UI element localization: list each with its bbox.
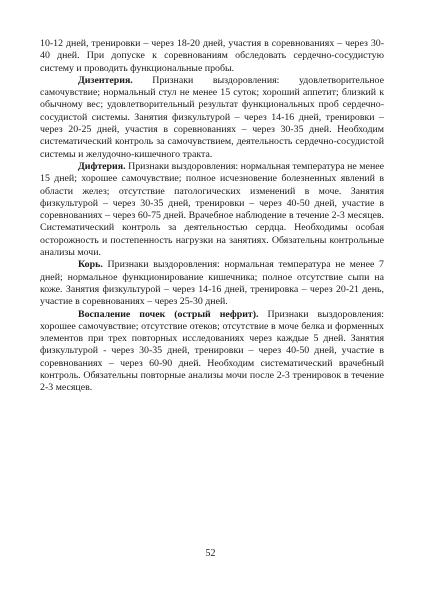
paragraph-nephritis: [40, 309, 384, 395]
paragraph-measles: [40, 259, 384, 308]
section-heading: Корь.: [78, 259, 103, 271]
paragraph-continuation: [40, 38, 384, 75]
paragraph-text: Признаки выздоровления: нормальная температура не менее 7 дней; нормальное функционирование кишечника; полное отсутствие сыпи на коже. Занятия физкультурой – через 14-16 дней, тренировка – через 20-21 день, участие в соревнованиях – через 25-30 дней.: [40, 259, 384, 308]
paragraph-dysentery: [40, 75, 384, 161]
paragraph-text: Признаки выздоровления: удовлетворительное самочувствие; нормальный стул не менее 15 суток; хороший аппетит; близкий к обычному вес; удовлетворительный результат функциональных проб сердечно-сосудистой системы. Занятия физкультурой – через 14-16 дней, тренировки – через 20-25 дней, участия в соревнованиях – через 30-35 дней. Необходим систематический контроль за самочувствием, деятельность сердечно-сосудистой системы и желудочно-кишечного тракта.: [40, 74, 384, 160]
section-heading: Воспаление почек (острый нефрит).: [78, 308, 259, 320]
section-heading: Дизентерия.: [78, 74, 133, 86]
document-page: [40, 38, 384, 395]
paragraph-diphtheria: [40, 161, 384, 259]
paragraph-text: 10-12 дней, тренировки – через 18-20 дней, участия в соревнованиях – через 30-40 дней. При допуске к соревнованиям обследовать сердечно-сосудистую систему и проводить функциональные пробы.: [40, 38, 384, 74]
paragraph-text: Признаки выздоровления: хорошее самочувствие; отсутствие отеков; отсутствие в моче белка и форменных элементов при трех повторных исследованиях через каждые 5 дней. Занятия физкультурой - через 30-35 дней, тренировки – через 40-50 дней, участие в соревнованиях – через 60-90 дней. Необходим систематический врачебный контроль. Обязательны повторные анализы мочи после 2-3 тренировок в течение 2-3 месяцев.: [40, 308, 385, 394]
page-number: 52: [205, 548, 216, 559]
section-heading: Дифтерия.: [78, 160, 126, 172]
paragraph-text: Признаки выздоровления: нормальная температура не менее 15 дней; хорошее самочувствие; полное исчезновение болезненных явлений в области желез; отсутствие патологических изменений в моче. Занятия физкультурой – через 30-35 дней, тренировки – через 40-50 дней, участие в соревнованиях – через 60-75 дней. Врачебное наблюдение в течение 2-3 месяцев. Систематический контроль за деятельностью сердца. Необходимы особая осторожность и постепенность нагрузки на занятиях. Обязательны контрольные анализы мочи.: [40, 160, 384, 259]
